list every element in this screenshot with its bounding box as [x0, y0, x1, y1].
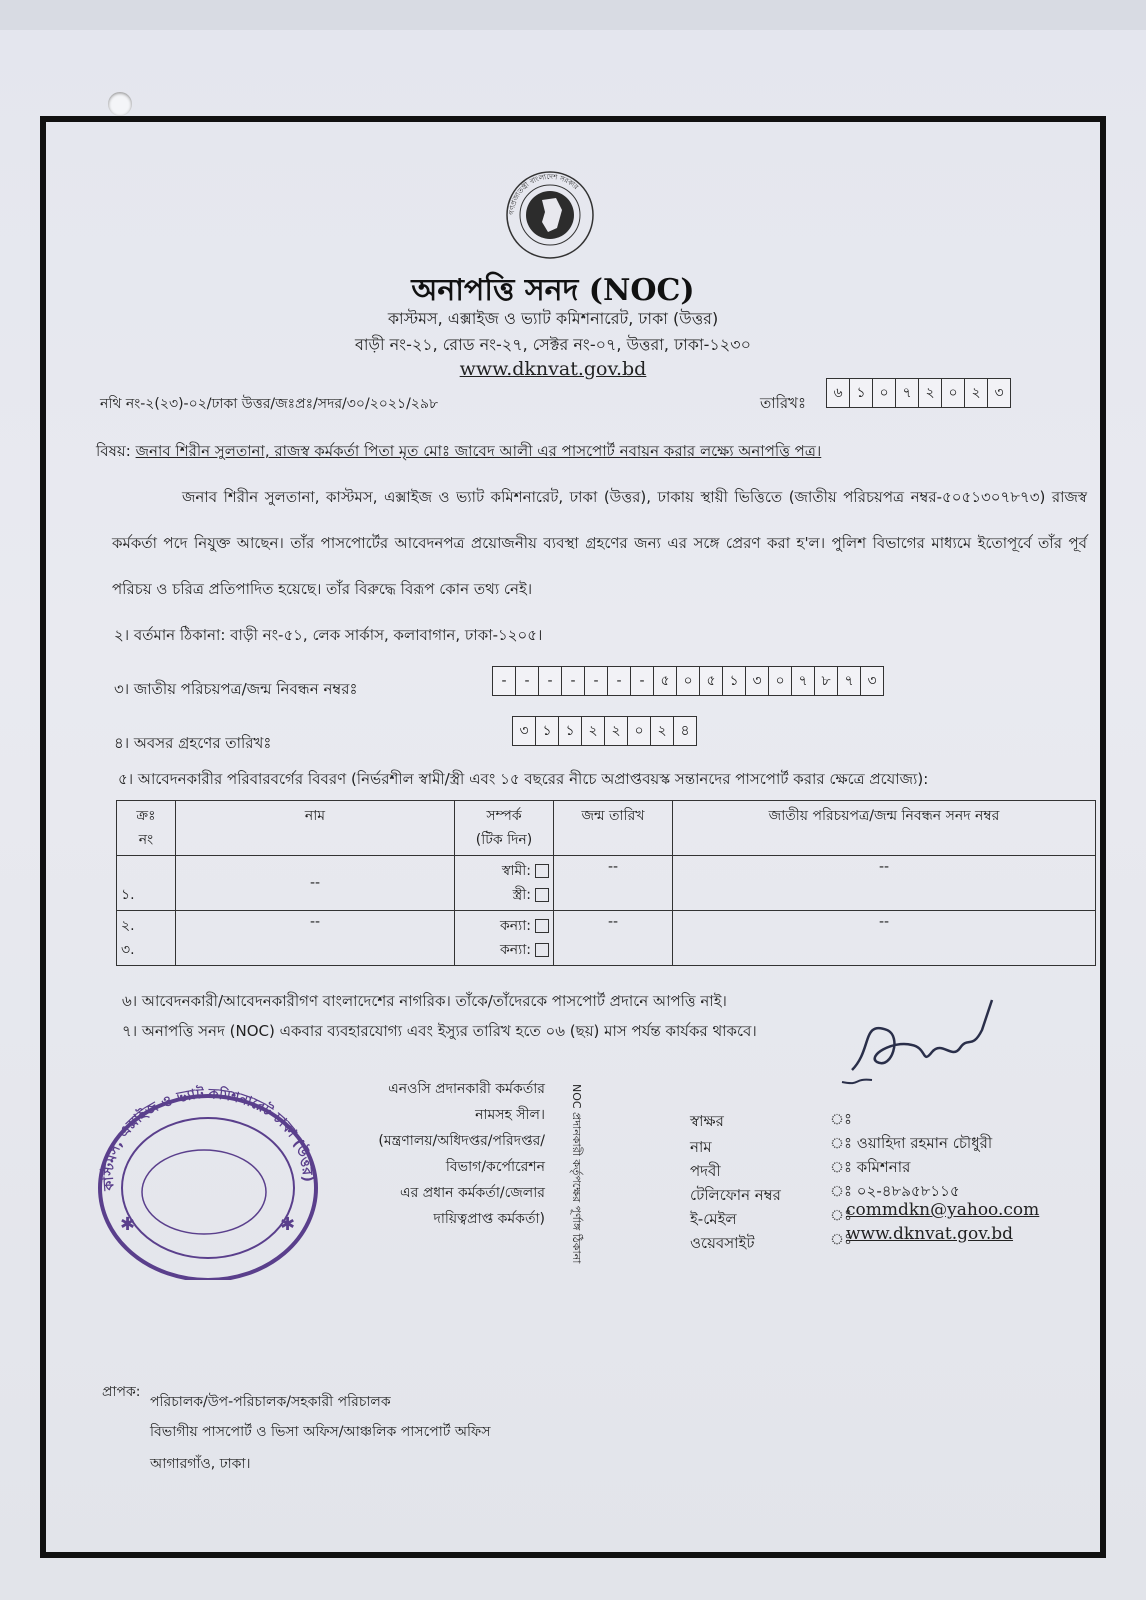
- issuer-note: [365, 1076, 545, 1232]
- date-digit: ২: [919, 379, 942, 407]
- row2-relation: [455, 911, 554, 966]
- header-serial: [117, 801, 176, 856]
- row2-name: --: [176, 911, 455, 966]
- table-header-row: [117, 801, 1096, 856]
- nid-boxes: [492, 666, 884, 696]
- date-digit: ১: [850, 379, 873, 407]
- nid-digit: ৭: [838, 667, 861, 695]
- header-relation-a: সম্পর্ক: [486, 808, 522, 824]
- subject-text: জনাব শিরীন সুলতানা, রাজস্ব কর্মকর্তা পিতা মৃত মোঃ জাবেদ আলী এর পাসপোর্ট নবায়ন করার লক্ষ্যে অনাপত্তি পত্র।: [135, 442, 822, 460]
- nid-digit: ১: [723, 667, 746, 695]
- website-label: ওয়েবসাইট: [690, 1234, 755, 1252]
- phone-value: ঃ ০২-৪৮৯৫৮১১৫: [830, 1182, 960, 1200]
- row2-serial: [117, 911, 176, 966]
- name-label: নাম: [690, 1138, 712, 1156]
- nid-digit: ৭: [792, 667, 815, 695]
- nid-digit: -: [608, 667, 631, 695]
- government-seal-logo: [502, 170, 598, 260]
- designation-value: ঃ কমিশনার: [830, 1158, 911, 1176]
- family-details-table: [116, 800, 1096, 966]
- recipient-line-1: পরিচালক/উপ-পরিচালক/সহকারী পরিচালক: [150, 1394, 391, 1410]
- row1-relation: [455, 856, 554, 911]
- stamp-text: কাস্টমস, এক্সাইজ ও ভ্যাট কমিশনারেট ঢাকা (উত্তর): [100, 1086, 316, 1192]
- nid-digit: -: [562, 667, 585, 695]
- retirement-date-digit: ২: [582, 717, 605, 745]
- seal-text: গণপ্রজাতন্ত্রী বাংলাদেশ সরকার: [507, 172, 580, 216]
- row2-serial-b: ৩.: [121, 942, 135, 958]
- issuer-note-line: এর প্রধান কর্মকর্তা/জেলার: [399, 1185, 545, 1201]
- table-row: [117, 911, 1096, 966]
- row1-dob: --: [554, 856, 673, 911]
- retirement-date-digit: ২: [651, 717, 674, 745]
- header-name: নাম: [176, 801, 455, 856]
- item-5-family: ৫। আবেদনকারীর পরিবারবর্গের বিবরণ (নির্ভরশীল স্বামী/স্ত্রী এবং ১৫ বছরের নীচে অপ্রাপ্তবয়স্ক সন্তানদের পাসপোর্ট করার ক্ষেত্রে প্রযোজ্য):: [118, 770, 929, 788]
- svg-text:✱: ✱: [120, 1214, 136, 1235]
- wife-checkbox[interactable]: [535, 888, 549, 902]
- designation-label: পদবী: [690, 1162, 721, 1180]
- nid-digit: ০: [677, 667, 700, 695]
- nid-digit: ৩: [867, 673, 877, 689]
- date-digit: ০: [942, 379, 965, 407]
- retirement-date-digit: ১: [536, 717, 559, 745]
- retirement-date-digit: ৪: [680, 723, 690, 739]
- nid-digit: -: [585, 667, 608, 695]
- header-nid: জাতীয় পরিচয়পত্র/জন্ম নিবন্ধন সনদ নম্বর: [673, 801, 1096, 856]
- nid-digit: -: [631, 667, 654, 695]
- signature-label: স্বাক্ষর: [690, 1112, 724, 1130]
- subject-line: [96, 440, 821, 465]
- email-colon: ঃ: [830, 1206, 853, 1224]
- row1-nid: --: [673, 856, 1096, 911]
- signature-value: ঃ: [830, 1110, 853, 1128]
- website-link[interactable]: www.dknvat.gov.bd: [846, 1224, 1014, 1244]
- website-colon: ঃ: [830, 1230, 853, 1248]
- file-number: নথি নং-২(২৩)-০২/ঢাকা উত্তর/জঃপ্রঃ/সদর/৩০/২০২১/২৯৮: [100, 396, 439, 412]
- email-link[interactable]: commdkn@yahoo.com: [846, 1200, 1040, 1220]
- header-dob: জন্ম তারিখ: [554, 801, 673, 856]
- table-row: [117, 856, 1096, 911]
- header-serial-b: নং: [138, 832, 154, 848]
- nid-digit: ৮: [815, 667, 838, 695]
- date-boxes: [826, 378, 1011, 408]
- issuer-note-line: বিভাগ/কর্পোরেশন: [445, 1159, 545, 1175]
- row1-rel-a: স্বামী:: [501, 863, 531, 879]
- issuer-note-line: (মন্ত্রণালয়/অধিদপ্তর/পরিদপ্তর/: [378, 1133, 545, 1149]
- punch-hole: [108, 92, 132, 116]
- issuer-vertical-note: NOC প্রদানকারী কর্তৃপক্ষের পূর্ণাঙ্গ ঠিকানা: [570, 1084, 583, 1264]
- recipient-line-2: বিভাগীয় পাসপোর্ট ও ভিসা অফিস/আঞ্চলিক পাসপোর্ট অফিস: [150, 1424, 491, 1440]
- email-label: ই-মেইল: [690, 1210, 737, 1228]
- recipient-label: প্রাপক:: [102, 1384, 141, 1400]
- husband-checkbox[interactable]: [535, 864, 549, 878]
- row2-dob: --: [554, 911, 673, 966]
- header-website-link[interactable]: www.dknvat.gov.bd: [459, 358, 647, 380]
- date-digit: ৩: [994, 385, 1004, 401]
- item-2-address: ২। বর্তমান ঠিকানা: বাড়ী নং-৫১, লেক সার্কাস, কলাবাগান, ঢাকা-১২০৫।: [114, 626, 543, 644]
- header-relation-b: (টিক দিন): [475, 832, 533, 848]
- row2-rel-b: কন্যা:: [500, 942, 531, 958]
- daughter-checkbox-1[interactable]: [535, 919, 549, 933]
- name-value: ঃ ওয়াহিদা রহমান চৌধুরী: [830, 1134, 993, 1152]
- header-serial-a: ক্রঃ: [136, 808, 156, 824]
- phone-label: টেলিফোন নম্বর: [690, 1186, 781, 1204]
- item-4-label: ৪। অবসর গ্রহণের তারিখঃ: [114, 734, 272, 752]
- nid-digit: -: [493, 667, 516, 695]
- row2-serial-a: ২.: [121, 918, 135, 934]
- body-paragraph-1: জনাব শিরীন সুলতানা, কাস্টমস, এক্সাইজ ও ভ্যাট কমিশনারেট, ঢাকা (উত্তর), ঢাকায় স্থায়ী ভিত্তিতে (জাতীয় পরিচয়পত্র নম্বর-৫০৫১৩০৭৮৭৩) রাজস্ব কর্মকর্তা পদে নিযুক্ত আছেন। তাঁর পাসপোর্টের আবেদনপত্র প্রয়োজনীয় ব্যবস্থা গ্রহণের জন্য এর সঙ্গে প্রেরণ করা হ'ল। পুলিশ বিভাগের মাধ্যমে ইতোপূর্বে তাঁর পূর্ব পরিচয় ও চরিত্র প্রতিপাদিত হয়েছে। তাঁর বিরুদ্ধে বিরূপ কোন তথ্য নেই।: [112, 488, 1087, 598]
- document-title: অনাপত্তি সনদ (NOC): [411, 273, 695, 308]
- date-digit: ৬: [827, 379, 850, 407]
- row2-rel-a: কন্যা:: [500, 918, 531, 934]
- recipient-line-3: আগারগাঁও, ঢাকা।: [150, 1456, 251, 1472]
- row1-serial: ১.: [117, 856, 176, 911]
- nid-digit: ৫: [654, 667, 677, 695]
- office-name: কাস্টমস, এক্সাইজ ও ভ্যাট কমিশনারেট, ঢাকা (উত্তর): [387, 309, 719, 328]
- nid-digit: ৩: [746, 667, 769, 695]
- signature-image: [832, 990, 1002, 1090]
- office-stamp: [92, 1080, 322, 1280]
- issuer-note-line: নামসহ সীল।: [475, 1107, 545, 1123]
- date-digit: ২: [965, 379, 988, 407]
- svg-text:কাস্টমস, এক্সাইজ ও ভ্যাট কমিশন: [99, 1084, 315, 1192]
- nid-digit: ০: [769, 667, 792, 695]
- office-address: বাড়ী নং-২১, রোড নং-২৭, সেক্টর নং-০৭, উত্তরা, ঢাকা-১২৩০: [355, 335, 751, 354]
- issuer-note-line: দায়িত্বপ্রাপ্ত কর্মকর্তা): [433, 1211, 545, 1227]
- date-label: তারিখঃ: [760, 394, 806, 412]
- retirement-date-boxes: [512, 716, 697, 746]
- item-3-label: ৩। জাতীয় পরিচয়পত্র/জন্ম নিবন্ধন নম্বরঃ: [114, 680, 358, 698]
- header-relation: [455, 801, 554, 856]
- nid-digit: -: [516, 667, 539, 695]
- nid-digit: -: [539, 667, 562, 695]
- row2-nid: --: [673, 911, 1096, 966]
- nid-digit: ৫: [700, 667, 723, 695]
- retirement-date-digit: ০: [628, 717, 651, 745]
- item-6-citizenship: ৬। আবেদনকারী/আবেদনকারীগণ বাংলাদেশের নাগরিক। তাঁকে/তাঁদেরকে পাসপোর্ট প্রদানে আপত্তি নাই।: [122, 992, 727, 1010]
- date-digit: ৭: [896, 379, 919, 407]
- issuer-note-line: এনওসি প্রদানকারী কর্মকর্তার: [388, 1081, 545, 1097]
- row1-name: --: [176, 856, 455, 911]
- subject-label: বিষয়:: [96, 442, 131, 460]
- row1-rel-b: স্ত্রী:: [512, 887, 531, 903]
- daughter-checkbox-2[interactable]: [535, 943, 549, 957]
- date-digit: ০: [873, 379, 896, 407]
- item-7-validity: ৭। অনাপত্তি সনদ (NOC) একবার ব্যবহারযোগ্য এবং ইস্যুর তারিখ হতে ০৬ (ছয়) মাস পর্যন্ত কার্যকর থাকবে।: [122, 1022, 757, 1040]
- retirement-date-digit: ৩: [513, 717, 536, 745]
- retirement-date-digit: ২: [605, 717, 628, 745]
- svg-text:✱: ✱: [280, 1214, 296, 1235]
- retirement-date-digit: ১: [559, 717, 582, 745]
- page-top-edge: [0, 0, 1146, 30]
